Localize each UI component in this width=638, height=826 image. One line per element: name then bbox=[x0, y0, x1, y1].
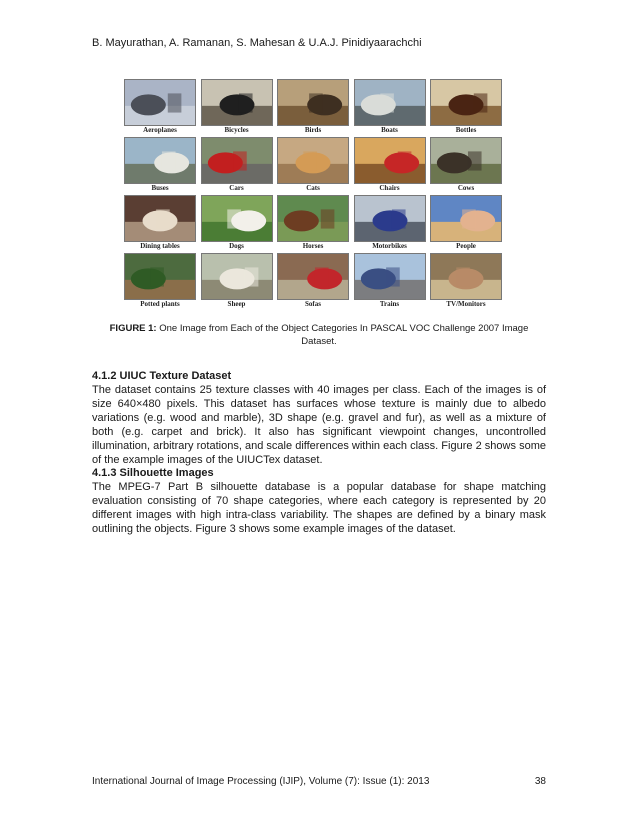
figure-thumbnail bbox=[124, 79, 196, 135]
figure-thumbnail bbox=[124, 195, 196, 251]
thumbnail-image bbox=[354, 253, 426, 300]
thumbnail-caption: Trains bbox=[379, 300, 400, 308]
figure-thumbnail bbox=[277, 195, 349, 251]
figure-caption-label: FIGURE 1: bbox=[109, 323, 157, 334]
page-number: 38 bbox=[534, 776, 546, 787]
thumbnail-caption: People bbox=[456, 242, 476, 250]
section-body: The dataset contains 25 texture classes with 40 images per class. Each of the images is of size 640×480 pixels. This dataset has surfaces whose texture is mainly due to albedo variations (e.g. wood and marble), 3D shape (e.g. gravel and fur), as well as a mixture of both (e.g. carpet and brick). It also has significant viewpoint changes, uncontrolled illumination, arbitrary rotations, and scale differences within each class. Figure 2 shows some of the example images of the UIUCTex dataset. bbox=[92, 384, 546, 466]
thumbnail-image bbox=[277, 253, 349, 300]
figure-thumbnail bbox=[354, 253, 426, 309]
thumbnail-image bbox=[124, 195, 196, 242]
figure-thumbnail bbox=[201, 137, 273, 193]
thumbnail-caption: Dining tables bbox=[140, 242, 180, 250]
thumbnail-caption: Dogs bbox=[229, 242, 244, 250]
figure-thumbnail bbox=[277, 253, 349, 309]
figure-thumbnail bbox=[124, 137, 196, 193]
figure-caption bbox=[92, 323, 546, 348]
thumbnail-caption: Potted plants bbox=[140, 300, 180, 308]
thumbnail-caption: Motorbikes bbox=[372, 242, 407, 250]
running-header: B. Mayurathan, A. Ramanan, S. Mahesan & U.A.J. Pinidiyaarachchi bbox=[92, 37, 422, 49]
thumbnail-image bbox=[277, 137, 349, 184]
thumbnail-image bbox=[201, 79, 273, 126]
thumbnail-caption: TV/Monitors bbox=[446, 300, 486, 308]
figure-thumbnail bbox=[354, 137, 426, 193]
section-uiuc-texture bbox=[92, 369, 546, 467]
thumbnail-caption: Bicycles bbox=[224, 126, 249, 134]
thumbnail-image bbox=[124, 137, 196, 184]
thumbnail-image bbox=[430, 253, 502, 300]
thumbnail-caption: Horses bbox=[302, 242, 324, 250]
thumbnail-caption: Boats bbox=[381, 126, 398, 134]
thumbnail-image bbox=[430, 195, 502, 242]
figure-thumbnail bbox=[201, 79, 273, 135]
thumbnail-caption: Sheep bbox=[227, 300, 246, 308]
page-footer bbox=[92, 776, 546, 787]
thumbnail-image bbox=[354, 195, 426, 242]
section-body: The MPEG-7 Part B silhouette database is a popular database for shape matching evaluation consisting of 70 shape categories, where each category is represented by 20 different images with high intra-class variability. The shapes are defined by a binary mask outlining the objects. Figure 3 shows some example images of the dataset. bbox=[92, 481, 546, 535]
thumbnail-image bbox=[277, 79, 349, 126]
figure-thumbnail bbox=[277, 137, 349, 193]
thumbnail-image bbox=[430, 137, 502, 184]
thumbnail-caption: Sofas bbox=[305, 300, 321, 308]
figure-thumbnail bbox=[201, 195, 273, 251]
figure-caption-text: One Image from Each of the Object Categories In PASCAL VOC Challenge 2007 Image Dataset. bbox=[159, 323, 529, 347]
section-silhouette-images bbox=[92, 466, 546, 536]
thumbnail-caption: Cars bbox=[229, 184, 244, 192]
thumbnail-caption: Cats bbox=[306, 184, 320, 192]
figure-thumbnail bbox=[430, 137, 502, 193]
thumbnail-image bbox=[354, 79, 426, 126]
thumbnail-caption: Buses bbox=[151, 184, 169, 192]
thumbnail-image bbox=[201, 253, 273, 300]
section-heading: 4.1.2 UIUC Texture Dataset bbox=[92, 370, 232, 382]
thumbnail-image bbox=[201, 137, 273, 184]
figure-thumbnail bbox=[430, 79, 502, 135]
section-heading: 4.1.3 Silhouette Images bbox=[92, 467, 214, 479]
thumbnail-image bbox=[201, 195, 273, 242]
figure-thumbnail bbox=[430, 195, 502, 251]
figure-thumbnail bbox=[354, 79, 426, 135]
thumbnail-caption: Cows bbox=[457, 184, 475, 192]
figure-image-grid bbox=[124, 79, 502, 309]
thumbnail-caption: Bottles bbox=[455, 126, 477, 134]
thumbnail-image bbox=[430, 79, 502, 126]
thumbnail-image bbox=[277, 195, 349, 242]
thumbnail-caption: Chairs bbox=[379, 184, 400, 192]
footer-journal: International Journal of Image Processing (IJIP), Volume (7): Issue (1): 2013 bbox=[92, 776, 430, 787]
figure-thumbnail bbox=[277, 79, 349, 135]
figure-thumbnail bbox=[430, 253, 502, 309]
thumbnail-caption: Aeroplanes bbox=[143, 126, 177, 134]
thumbnail-caption: Birds bbox=[304, 126, 322, 134]
thumbnail-image bbox=[124, 253, 196, 300]
figure-thumbnail bbox=[201, 253, 273, 309]
thumbnail-image bbox=[124, 79, 196, 126]
thumbnail-image bbox=[354, 137, 426, 184]
figure-thumbnail bbox=[124, 253, 196, 309]
figure-thumbnail bbox=[354, 195, 426, 251]
